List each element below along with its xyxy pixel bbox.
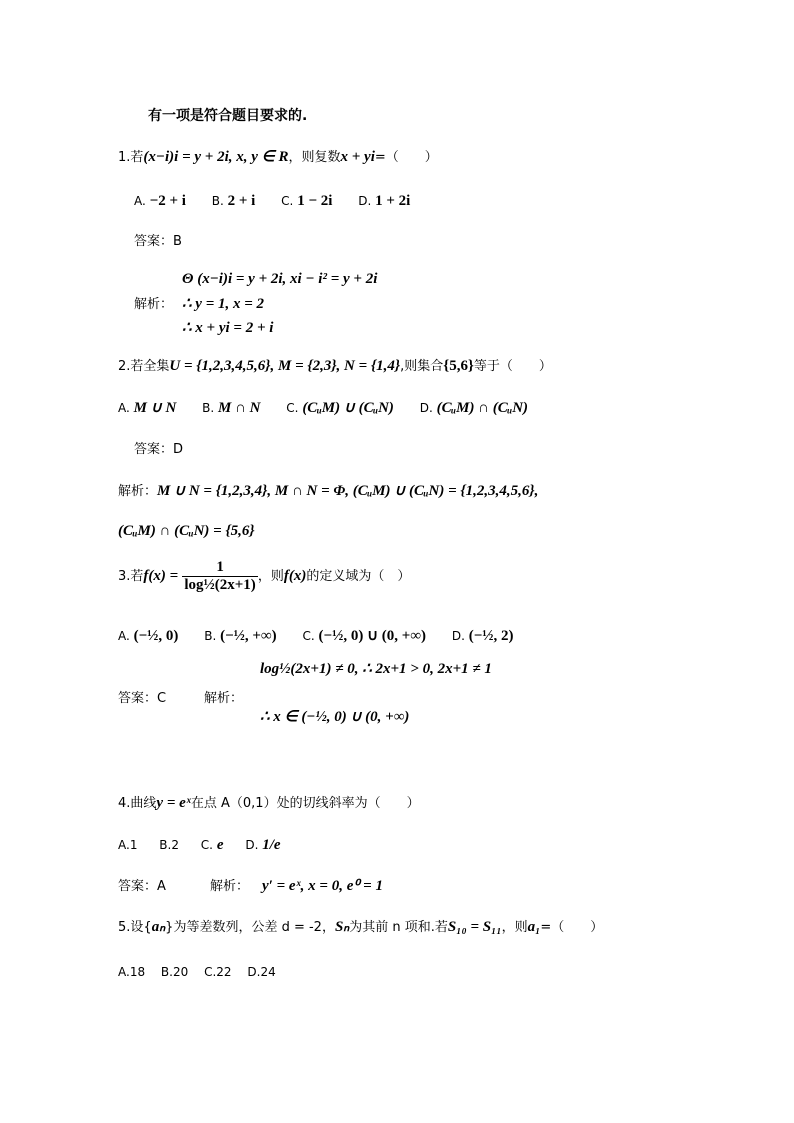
q2-analysis-formula-1: M ∪ N = {1,2,3,4}, M ∩ N = Φ, (CᵤM) ∪ (CᵤN) = {1,2,3,4,5,6}, <box>157 483 539 499</box>
q1-option-c: C. 1 − 2i <box>281 193 333 209</box>
question-5 <box>118 918 603 937</box>
q1-answer: 答案：B <box>134 234 182 249</box>
q5-condition: S₁₀ = S₁₁ <box>447 919 502 935</box>
q1-suffix: ，则复数 <box>288 150 341 165</box>
q4-option-b: B.2 <box>159 838 179 852</box>
q2-tail: 等于（ ） <box>473 359 552 374</box>
q2-option-c: C. (CᵤM) ∪ (CᵤN) <box>286 400 394 416</box>
q3-option-c: C. (−½, 0) ∪ (0, +∞) <box>302 628 427 644</box>
q3-prefix: 3.若 <box>118 569 144 584</box>
q3-analysis-line-1: log½(2x+1) ≠ 0, ∴ 2x+1 > 0, 2x+1 ≠ 1 <box>260 661 492 677</box>
q4-analysis-label: 解析： <box>210 879 250 894</box>
q5-an: aₙ <box>151 919 166 935</box>
q4-analysis: y′ = eˣ, x = 0, e⁰ = 1 <box>262 878 383 894</box>
q2-mid: ,则集合 <box>400 359 444 374</box>
q5-mid-1: }为等差数列，公差 d = -2， <box>165 920 335 935</box>
q5-options <box>118 963 298 981</box>
q3-option-d: D. (−½, 2) <box>451 628 514 644</box>
q1-expression: (x−i)i = y + 2i, x, y ∈ R <box>143 149 289 165</box>
q1-target: x + yi <box>340 149 375 165</box>
q2-prefix: 2.若全集 <box>118 359 170 374</box>
q2-analysis-line-1 <box>118 482 538 501</box>
q5-a1: a₁ <box>527 919 541 935</box>
q4-option-c: C. e <box>200 837 224 853</box>
q3-fraction <box>182 559 257 594</box>
q1-analysis-line-2: ∴ y = 1, x = 2 <box>182 296 265 312</box>
q1-analysis-label: 解析： <box>134 297 174 312</box>
q1-analysis-line-1: Θ (x−i)i = y + 2i, xi − i² = y + 2i <box>182 271 378 287</box>
q2-option-b: B. M ∩ N <box>202 400 261 416</box>
q2-expression: U = {1,2,3,4,5,6}, M = {2,3}, N = {1,4} <box>169 358 401 374</box>
q3-denominator: log½(2x+1) <box>184 577 256 593</box>
q3-option-a: A. (−½, 0) <box>118 628 179 644</box>
q5-sn: Sₙ <box>334 919 350 935</box>
question-1 <box>118 148 438 167</box>
q5-prefix: 5.设{ <box>118 920 152 935</box>
q5-option-a: A.18 <box>118 965 146 979</box>
intro-heading: 有一项是符合题目要求的. <box>148 108 308 124</box>
q2-option-d: D. (CᵤM) ∩ (CᵤN) <box>419 400 529 416</box>
q3-numerator: 1 <box>216 559 224 575</box>
q3-answer: 答案：C <box>118 691 167 706</box>
q3-fx: f(x) <box>283 568 307 584</box>
q1-prefix: 1.若 <box>118 150 144 165</box>
question-3 <box>118 556 410 597</box>
q5-mid-3: ，则 <box>501 920 528 935</box>
q5-option-c: C.22 <box>204 965 232 979</box>
q5-option-b: B.20 <box>160 965 189 979</box>
q3-options <box>118 627 536 645</box>
q5-mid-2: 为其前 n 项和.若 <box>349 920 448 935</box>
q3-tail: 的定义域为（ ） <box>306 569 411 584</box>
q5-tail: =（ ） <box>540 920 604 935</box>
q4-answer: 答案：A <box>118 879 166 894</box>
q1-option-b: B. 2 + i <box>211 193 256 209</box>
q1-tail: =（ ） <box>374 150 438 165</box>
q2-set: {5,6} <box>443 358 474 374</box>
q2-options <box>118 399 550 417</box>
question-4 <box>118 794 420 813</box>
q3-analysis-line-2: ∴ x ∈ (−½, 0) ∪ (0, +∞) <box>260 709 410 725</box>
q5-option-d: D.24 <box>247 965 276 979</box>
q1-analysis-line-3: ∴ x + yi = 2 + i <box>182 320 274 336</box>
q1-option-d: D. 1 + 2i <box>358 193 411 209</box>
q3-analysis-label: 解析： <box>204 691 244 706</box>
q4-option-a: A.1 <box>118 838 138 852</box>
q2-analysis-line-2: (CᵤM) ∩ (CᵤN) = {5,6} <box>118 523 255 539</box>
q1-options <box>134 192 432 210</box>
q3-option-b: B. (−½, +∞) <box>204 628 277 644</box>
q1-option-a: A. −2 + i <box>134 193 186 209</box>
q2-option-a: A. M ∪ N <box>118 400 177 416</box>
q2-answer: 答案：D <box>134 442 184 457</box>
q4-curve: y = eˣ <box>156 795 191 811</box>
q4-option-d: D. 1/e <box>245 837 281 853</box>
q4-options <box>118 836 303 854</box>
q3-suffix: ，则 <box>257 569 284 584</box>
q4-tail: 在点 A（0,1）处的切线斜率为（ ） <box>190 796 420 811</box>
q4-prefix: 4.曲线 <box>118 796 157 811</box>
question-2 <box>118 357 552 376</box>
q2-analysis-label: 解析： <box>118 484 158 499</box>
q3-lhs: f(x) = <box>143 568 179 584</box>
